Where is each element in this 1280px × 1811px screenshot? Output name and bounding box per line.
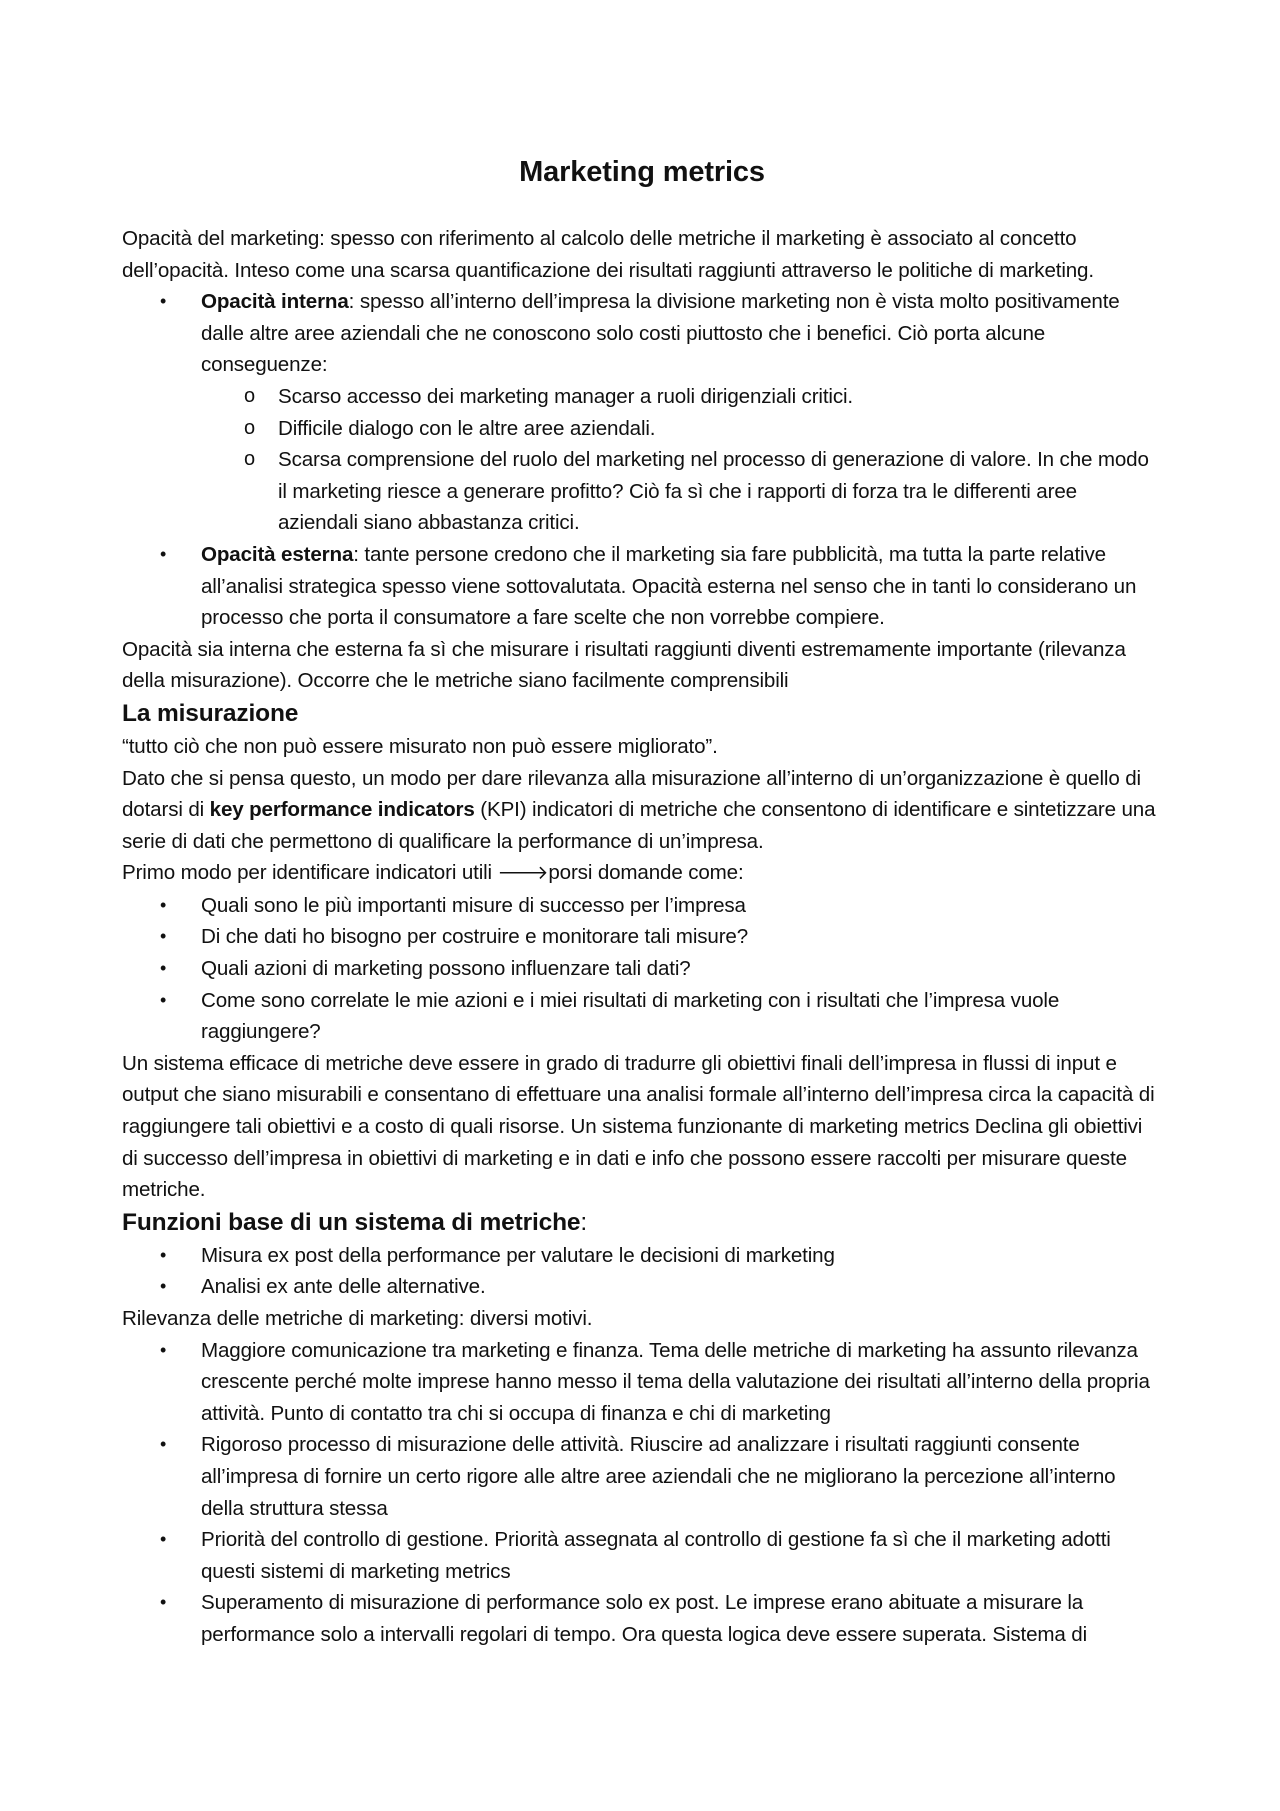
quote-text: “tutto ciò che non può essere misurato non può essere migliorato”. bbox=[122, 734, 718, 758]
bullet-icon: • bbox=[160, 1244, 167, 1265]
term-external-opacity: Opacità esterna bbox=[201, 542, 354, 566]
kpi-paragraph bbox=[122, 763, 1162, 858]
list-item bbox=[122, 1429, 1162, 1524]
sub-bullet-icon: o bbox=[244, 416, 255, 439]
intro-paragraph: Opacità del marketing: spesso con riferimento al calcolo delle metriche il marketing è associato al concetto dell’opacità. Inteso come una scarsa quantificazione dei risultati raggiunti attraverso le politiche di marketing. bbox=[122, 227, 1094, 282]
term-internal-opacity: Opacità interna bbox=[201, 290, 349, 314]
list-item bbox=[122, 1271, 1162, 1303]
list-item bbox=[122, 890, 1162, 922]
bullet-icon: • bbox=[160, 1434, 167, 1455]
kpi-text-post: (KPI) indicatori di metriche che consentono di identificare e sintetizzare una serie di dati che permettono di qualificare la performance di un’impresa. bbox=[122, 798, 1156, 853]
bullet-icon: • bbox=[160, 1276, 167, 1297]
reason-text: Priorità del controllo di gestione. Priorità assegnata al controllo di gestione fa sì che il marketing adotti questi sistemi di marketing metrics bbox=[201, 1528, 1111, 1583]
internal-opacity-text: : spesso all’interno dell’impresa la divisione marketing non è vista molto positivamente dalle altre aree aziendali che ne conoscono solo costi piuttosto che i benefici. Ciò porta alcune conseguenze: bbox=[201, 290, 1120, 377]
kpi-term: key performance indicators bbox=[209, 798, 475, 822]
list-item bbox=[122, 1335, 1162, 1430]
bullet-icon: • bbox=[160, 989, 167, 1010]
reasons-list bbox=[122, 1335, 1162, 1651]
functions-heading-text: Funzioni base di un sistema di metriche bbox=[122, 1208, 581, 1236]
first-way-text: Primo modo per identificare indicatori utili bbox=[122, 861, 498, 885]
bullet-icon: • bbox=[160, 1529, 167, 1550]
kpi-text-pre: Dato che si pensa questo, un modo per dare rilevanza alla misurazione all’interno di un’organizzazione è quello di dotarsi di bbox=[122, 766, 1141, 822]
list-item bbox=[122, 953, 1162, 985]
opacity-list bbox=[122, 286, 1162, 634]
consequences-list bbox=[201, 381, 1162, 539]
reason-text: Superamento di misurazione di performance solo ex post. Le imprese erano abituate a misurare la performance solo a intervalli regolari di tempo. Ora questa logica deve essere superata. Sistema di bbox=[201, 1591, 1088, 1646]
sub-bullet-icon: o bbox=[244, 448, 255, 471]
bullet-icon: • bbox=[160, 1339, 167, 1360]
functions-list bbox=[122, 1240, 1162, 1303]
function-text: Misura ex post della performance per valutare le decisioni di marketing bbox=[201, 1243, 835, 1267]
functions-heading-colon: : bbox=[580, 1208, 588, 1236]
document-page bbox=[122, 152, 1162, 1651]
section-heading-functions bbox=[122, 1206, 1162, 1240]
relevance-intro: Rilevanza delle metriche di marketing: diversi motivi. bbox=[122, 1307, 593, 1330]
list-item bbox=[122, 381, 1162, 413]
list-item bbox=[122, 1240, 1162, 1272]
question-text: Quali azioni di marketing possono influenzare tali dati? bbox=[201, 957, 691, 981]
consequence-text: Scarsa comprensione del ruolo del marketing nel processo di generazione di valore. In che modo il marketing riesce a generare profitto? Ciò fa sì che i rapporti di forza tra le differenti aree aziendali siano abbastanza critici. bbox=[278, 448, 1149, 535]
sub-bullet-icon: o bbox=[244, 384, 255, 407]
section-heading-measurement: La misurazione bbox=[122, 699, 299, 727]
arrow-right-icon: 🡒 bbox=[497, 862, 549, 885]
question-text: Come sono correlate le mie azioni e i miei risultati di marketing con i risultati che l’impresa vuole raggiungere? bbox=[201, 988, 1060, 1044]
list-item bbox=[122, 921, 1162, 953]
page-title: Marketing metrics bbox=[519, 156, 765, 188]
first-way-text-post: porsi domande come: bbox=[548, 861, 744, 885]
list-item bbox=[122, 286, 1162, 539]
bullet-icon: • bbox=[160, 1592, 167, 1613]
reason-text: Rigoroso processo di misurazione delle attività. Riuscire ad analizzare i risultati raggiunti consente all’impresa di fornire un certo rigore alle altre aree aziendali che ne migliorano la percezione all’interno della struttura stessa bbox=[201, 1433, 1116, 1520]
question-text: Di che dati ho bisogno per costruire e monitorare tali misure? bbox=[201, 925, 749, 949]
consequence-text: Scarso accesso dei marketing manager a ruoli dirigenziali critici. bbox=[278, 384, 853, 408]
bullet-icon: • bbox=[160, 894, 167, 915]
list-item bbox=[122, 1587, 1162, 1650]
questions-list bbox=[122, 890, 1162, 1048]
list-item bbox=[122, 444, 1162, 539]
list-item bbox=[122, 985, 1162, 1048]
bullet-icon: • bbox=[160, 926, 167, 947]
list-item bbox=[122, 1524, 1162, 1587]
list-item bbox=[122, 539, 1162, 634]
list-item bbox=[122, 413, 1162, 445]
bullet-icon: • bbox=[160, 291, 167, 312]
system-paragraph: Un sistema efficace di metriche deve essere in grado di tradurre gli obiettivi finali dell’impresa in flussi di input e output che siano misurabili e consentano di effettuare una analisi formale all’interno dell’impresa circa la capacità di raggiungere tali obiettivi e a costo di quali risorse. Un sistema funzionante di marketing metrics Declina gli obiettivi di successo dell’impresa in obiettivi di marketing e in dati e info che possono essere raccolti per misurare queste metriche. bbox=[122, 1051, 1155, 1202]
first-way-paragraph bbox=[122, 857, 1162, 890]
external-opacity-text: : tante persone credono che il marketing sia fare pubblicità, ma tutta la parte relative all’analisi strategica spesso viene sottovalutata. Opacità esterna nel senso che in tanti lo considerano un processo che porta il consumatore a fare scelte che non vorrebbe compiere. bbox=[201, 542, 1137, 630]
opacity-summary: Opacità sia interna che esterna fa sì che misurare i risultati raggiunti diventi estremamente importante (rilevanza della misurazione). Occorre che le metriche siano facilmente comprensibili bbox=[122, 637, 1126, 693]
bullet-icon: • bbox=[160, 958, 167, 979]
function-text: Analisi ex ante delle alternative. bbox=[201, 1275, 486, 1299]
question-text: Quali sono le più importanti misure di successo per l’impresa bbox=[201, 893, 746, 917]
reason-text: Maggiore comunicazione tra marketing e finanza. Tema delle metriche di marketing ha assunto rilevanza crescente perché molte imprese hanno messo il tema della valutazione dei risultati all’interno della propria attività. Punto di contatto tra chi si occupa di finanza e chi di marketing bbox=[201, 1338, 1150, 1425]
consequence-text: Difficile dialogo con le altre aree aziendali. bbox=[278, 416, 656, 440]
bullet-icon: • bbox=[160, 543, 167, 564]
